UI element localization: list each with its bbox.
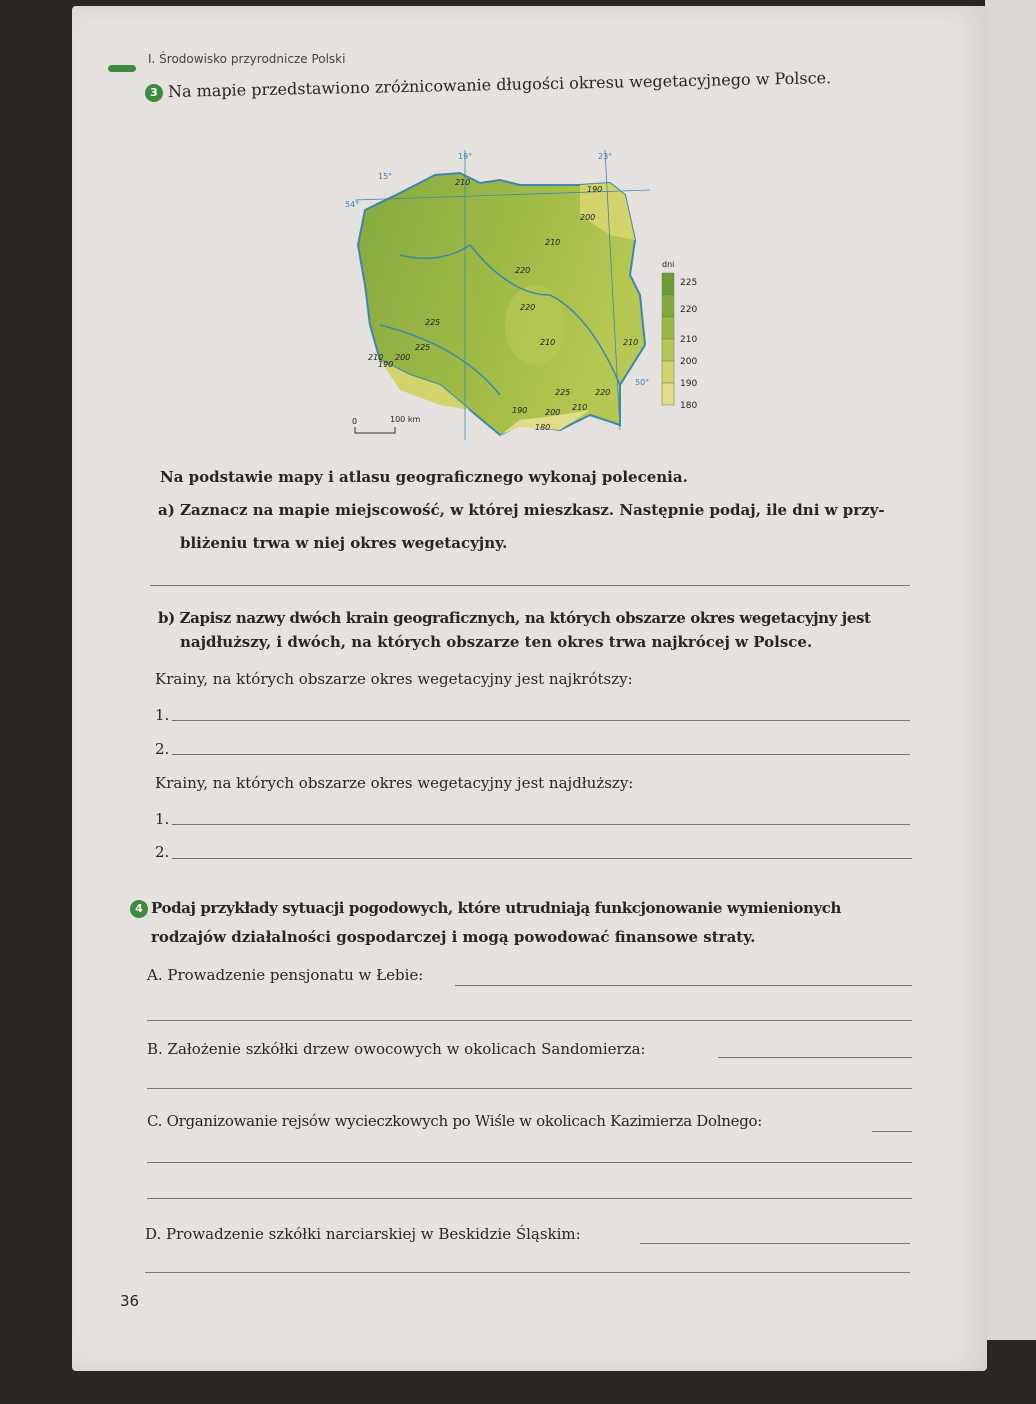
map-legend	[662, 260, 697, 411]
answer-line[interactable]	[147, 1198, 912, 1199]
legend-label: 225	[680, 278, 698, 288]
answer-line[interactable]	[147, 1088, 912, 1089]
longest-item-1: 1.	[155, 810, 170, 828]
shortest-item-2: 2.	[155, 740, 170, 758]
answer-line[interactable]	[145, 1272, 910, 1273]
answer-line[interactable]	[872, 1131, 912, 1132]
vegetation-period-map	[340, 145, 720, 445]
contour-label: 190	[512, 406, 528, 415]
task-b-line2: najdłuższy, i dwóch, na których obszarze ten okres trwa najkrócej w Polsce.	[180, 633, 813, 651]
contour-label: 220	[520, 303, 536, 312]
answer-line[interactable]	[172, 720, 910, 721]
chapter-tab-marker	[108, 65, 136, 72]
answer-line[interactable]	[172, 754, 910, 755]
longest-heading: Krainy, na których obszarze okres wegetacyjny jest najdłuższy:	[155, 774, 634, 792]
contour-label: 210	[623, 338, 639, 347]
contour-label: 180	[535, 423, 551, 432]
map-scale-bar	[352, 415, 420, 433]
contour-label: 200	[580, 213, 596, 222]
answer-line[interactable]	[150, 585, 910, 586]
legend-title: dni	[662, 260, 675, 269]
answer-line[interactable]	[640, 1243, 910, 1244]
legend-label: 180	[680, 401, 698, 411]
task-a-label: a)	[158, 501, 175, 519]
task-3-title: Na mapie przedstawiono zróżnicowanie długości okresu wegetacyjnego w Polsce.	[167, 68, 832, 101]
lon-15-label: 15°	[378, 172, 393, 181]
contour-label: 225	[425, 318, 441, 327]
longest-item-2: 2.	[155, 843, 170, 861]
scale-zero: 0	[352, 417, 358, 426]
contour-label: 210	[455, 178, 471, 187]
task-b-line1	[158, 609, 871, 627]
task-4-number: 4	[130, 900, 148, 918]
contour-label: 210	[540, 338, 556, 347]
task-3-number: 3	[145, 84, 163, 102]
page-number: 36	[120, 1292, 140, 1310]
instruction: Na podstawie mapy i atlasu geograficznego wykonaj polecenia.	[160, 468, 688, 486]
shortest-heading: Krainy, na których obszarze okres wegetacyjny jest najkrótszy:	[155, 670, 633, 688]
contour-label: 190	[378, 360, 394, 369]
answer-line[interactable]	[172, 824, 910, 825]
legend-label: 220	[680, 305, 698, 315]
task-4-line1: Podaj przykłady sytuacji pogodowych, które utrudniają funkcjonowanie wymienionych	[151, 899, 842, 917]
answer-line[interactable]	[455, 985, 912, 986]
shortest-item-1: 1.	[155, 706, 170, 724]
contour-label: 225	[415, 343, 431, 352]
answer-line[interactable]	[147, 1162, 912, 1163]
legend-label: 210	[680, 335, 698, 345]
task-4-item-b: B. Założenie szkółki drzew owocowych w okolicach Sandomierza:	[147, 1040, 646, 1058]
contour-label: 210	[368, 353, 384, 362]
answer-line[interactable]	[172, 858, 912, 859]
legend-swatch	[662, 295, 674, 317]
lon-23-label: 23°	[598, 152, 613, 161]
legend-label: 200	[680, 357, 698, 367]
task-b-text: Zapisz nazwy dwóch krain geograficznych, na których obszarze okres wegetacyjny jest	[179, 609, 871, 627]
scale-distance: 100 km	[390, 415, 421, 424]
task-b-label: b)	[158, 609, 175, 627]
task-a-text: Zaznacz na mapie miejscowość, w której mieszkasz. Następnie podaj, ile dni w przy-	[180, 501, 885, 519]
contour-label: 190	[587, 185, 603, 194]
lon-19-label: 19°	[458, 152, 473, 161]
task-4-item-c: C. Organizowanie rejsów wycieczkowych po Wiśle w okolicach Kazimierza Dolnego:	[147, 1112, 762, 1130]
contour-label: 200	[395, 353, 411, 362]
legend-swatch	[662, 317, 674, 339]
contour-label: 210	[572, 403, 588, 412]
answer-line[interactable]	[147, 1020, 912, 1021]
lat-54-label: 54°	[345, 200, 360, 209]
answer-line[interactable]	[718, 1057, 912, 1058]
task-4-line2: rodzajów działalności gospodarczej i mogą powodować finansowe straty.	[151, 928, 756, 946]
legend-label: 190	[680, 379, 698, 389]
lat-50-label: 50°	[635, 378, 650, 387]
legend-swatch	[662, 273, 674, 295]
legend-swatch	[662, 383, 674, 405]
legend-swatch	[662, 339, 674, 361]
next-page-edge	[985, 0, 1036, 1340]
legend-swatch	[662, 361, 674, 383]
contour-label: 210	[545, 238, 561, 247]
task-4-item-d: D. Prowadzenie szkółki narciarskiej w Beskidzie Śląskim:	[145, 1225, 581, 1243]
chapter-header: I. Środowisko przyrodnicze Polski	[148, 52, 346, 66]
task-a-line1	[158, 501, 885, 519]
task-a-line2: bliżeniu trwa w niej okres wegetacyjny.	[180, 534, 508, 552]
contour-label: 225	[555, 388, 571, 397]
contour-label: 220	[595, 388, 611, 397]
contour-label: 200	[545, 408, 561, 417]
task-4-item-a: A. Prowadzenie pensjonatu w Łebie:	[147, 966, 424, 984]
contour-label: 220	[515, 266, 531, 275]
